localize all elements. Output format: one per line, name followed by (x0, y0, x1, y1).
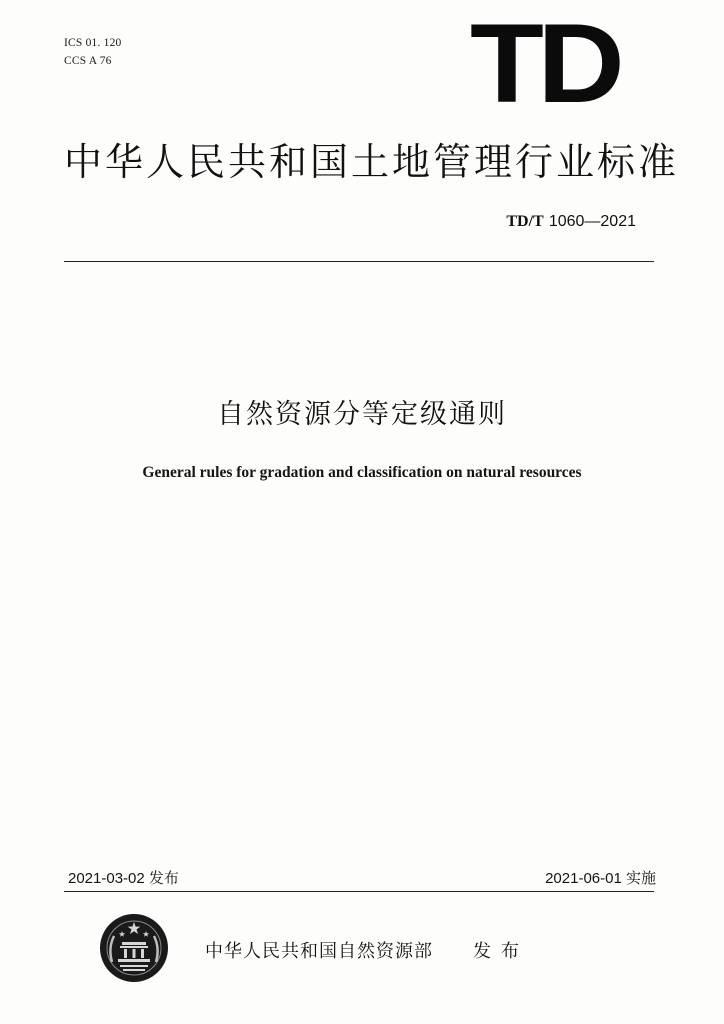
standard-number-prefix: TD/T (506, 213, 544, 230)
issue-date: 2021-03-02 发布 (68, 870, 179, 887)
publish-label: 发布 (473, 941, 529, 962)
ccs-code: CCS A 76 (64, 55, 112, 67)
document-title-chinese: 自然资源分等定级通则 (217, 399, 507, 430)
standard-number (506, 210, 636, 233)
document-title-english: General rules for gradation and classification on natural resources (142, 464, 582, 481)
publisher-name: 中华人民共和国自然资源部 (205, 941, 433, 962)
bottom-divider (64, 891, 654, 892)
implementation-date: 2021-06-01 实施 (545, 870, 656, 887)
ics-code: ICS 01. 120 (64, 37, 122, 49)
standard-number-value: 1060—2021 (548, 213, 636, 230)
top-divider (64, 261, 654, 262)
classification-codes (64, 34, 121, 70)
td-logo: TD (470, 1, 619, 126)
issuer-standard-category: 中华人民共和国土地管理行业标准 (64, 140, 680, 184)
ministry-seal-icon (98, 912, 170, 984)
